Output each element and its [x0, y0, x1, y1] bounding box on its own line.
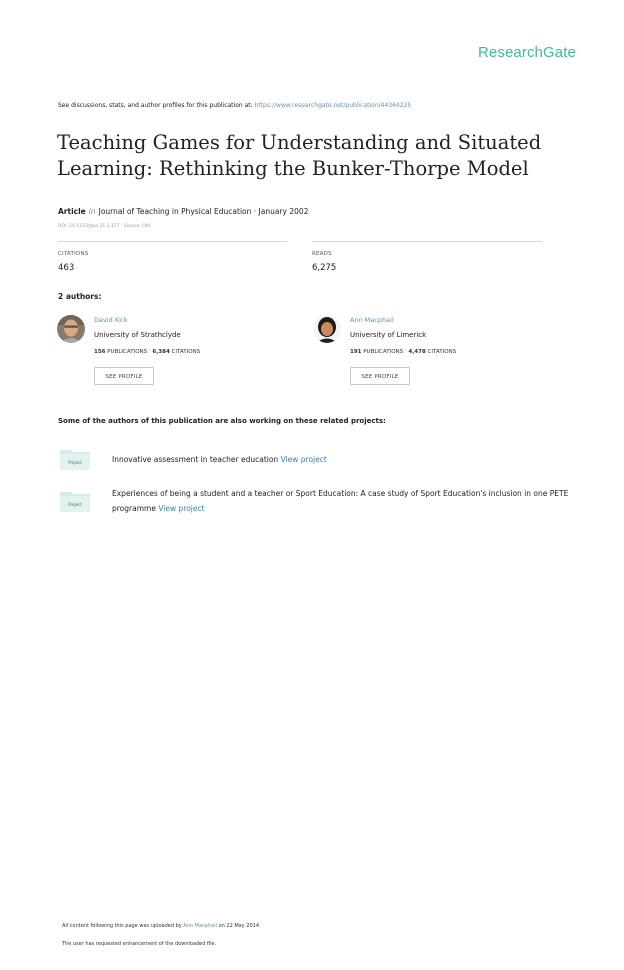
see-profile-button[interactable]: SEE PROFILE	[94, 367, 154, 385]
folder-icon	[60, 490, 90, 512]
author-citations-label: CITATIONS	[427, 349, 457, 355]
view-project-link[interactable]: View project	[158, 504, 205, 513]
author-name-link[interactable]: David Kirk	[94, 316, 128, 324]
author-name-link[interactable]: Ann Macphail	[350, 316, 394, 324]
publication-url-link[interactable]: https://www.researchgate.net/publication/44364225	[254, 102, 412, 109]
person-photo-icon	[313, 315, 341, 343]
publication-type: Article	[58, 207, 86, 216]
project-item	[112, 486, 582, 516]
project-title: Innovative assessment in teacher education	[112, 455, 281, 464]
publications-count: 156	[94, 349, 106, 355]
project-item	[112, 452, 572, 467]
citations-label: CITATIONS	[58, 251, 89, 257]
journal-date: Journal of Teaching in Physical Education · January 2002	[98, 207, 309, 216]
avatar[interactable]	[57, 315, 85, 343]
uploader-link[interactable]: Ann Macphail	[183, 923, 217, 929]
project-icon-label: Project	[68, 502, 82, 507]
researchgate-logo[interactable]: ResearchGate	[478, 44, 576, 61]
folder-icon	[60, 448, 90, 470]
avatar[interactable]	[313, 315, 341, 343]
see-profile-button[interactable]: SEE PROFILE	[350, 367, 410, 385]
author-citations-count: 4,478	[408, 349, 426, 355]
publications-label: PUBLICATIONS	[363, 349, 404, 355]
project-icon-label: Project	[68, 460, 82, 465]
citations-value: 463	[58, 263, 75, 273]
view-project-link[interactable]: View project	[280, 455, 327, 464]
reads-value: 6,275	[312, 263, 337, 273]
upload-note	[62, 923, 261, 929]
publications-label: PUBLICATIONS	[107, 349, 148, 355]
project-folder-icon	[60, 448, 90, 470]
reads-label: READS	[312, 251, 332, 257]
in-label: in	[88, 207, 96, 216]
author-institution: University of Strathclyde	[94, 331, 181, 339]
authors-heading: 2 authors:	[58, 292, 102, 301]
upload-prefix: All content following this page was uploaded by	[62, 923, 184, 929]
author-institution: University of Limerick	[350, 331, 427, 339]
author-citations-count: 6,384	[152, 349, 170, 355]
author-stats	[350, 349, 456, 355]
publication-meta	[58, 207, 308, 216]
publications-count: 191	[350, 349, 362, 355]
enhancement-note: The user has requested enhancement of the downloaded file.	[62, 941, 217, 947]
citations-divider	[58, 241, 287, 242]
discussion-header	[58, 102, 411, 109]
publication-title: Teaching Games for Understanding and Situated Learning: Rethinking the Bunker-Thorpe Model	[57, 131, 542, 180]
upload-suffix: on 22 May 2014.	[217, 923, 261, 929]
reads-divider	[312, 241, 542, 242]
author-citations-label: CITATIONS	[171, 349, 201, 355]
discussion-text: See discussions, stats, and author profiles for this publication at:	[58, 102, 255, 109]
doi-source: DOI: 10.1123/jtpe.21.2.177 · Source: OAI	[58, 224, 151, 229]
related-projects-heading: Some of the authors of this publication are also working on these related projects:	[58, 417, 386, 425]
person-photo-icon	[57, 315, 85, 343]
project-folder-icon	[60, 490, 90, 512]
author-stats	[94, 349, 200, 355]
project-title: Experiences of being a student and a teacher or Sport Education: A case study of Sport Education's inclusion in one PETE programme	[112, 489, 569, 513]
